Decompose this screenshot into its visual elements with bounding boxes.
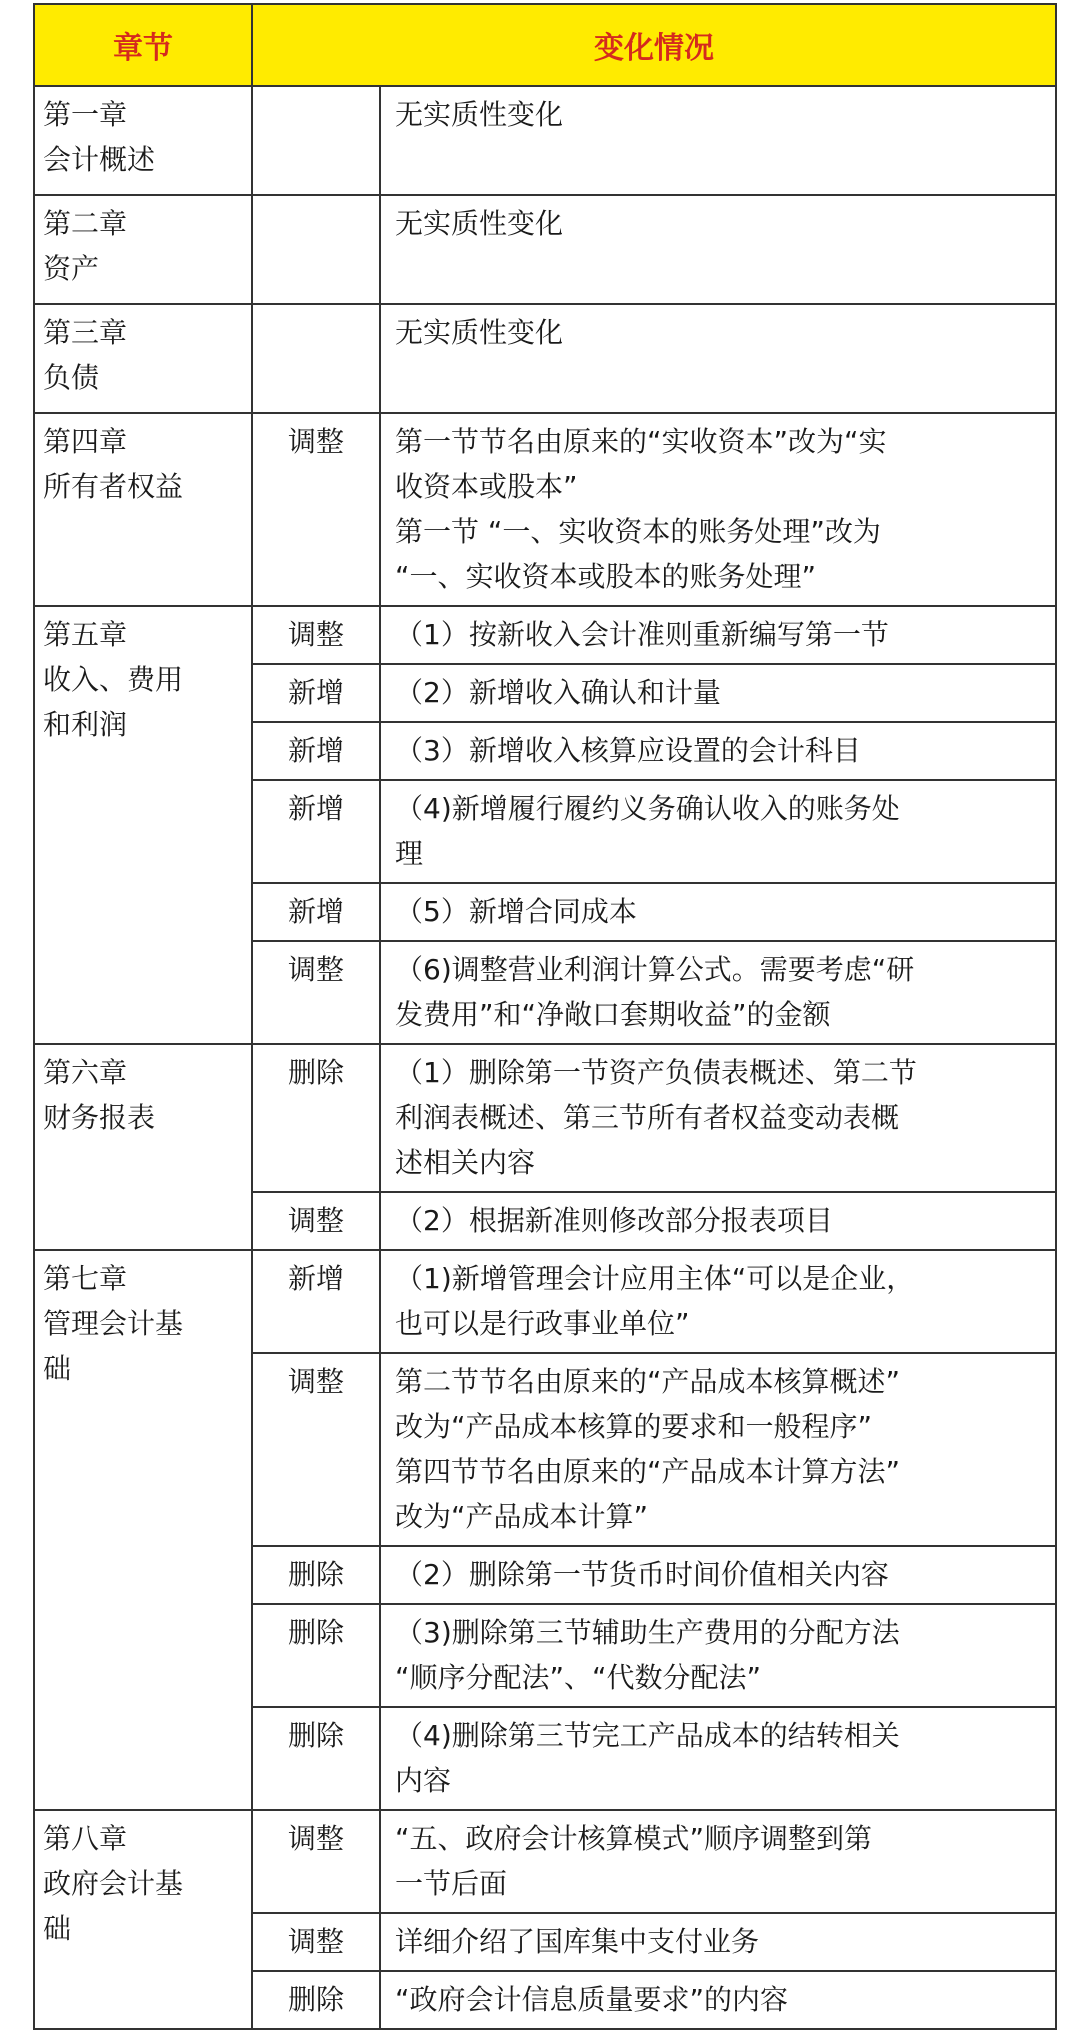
change-line: 理 [395, 837, 424, 870]
table-row [34, 1250, 1056, 1353]
change-description-cell [380, 664, 1056, 722]
chapter-line: 第七章 [43, 1262, 128, 1295]
table-body [34, 86, 1056, 2029]
change-line: （6)调整营业利润计算公式。需要考虑“研 [395, 953, 915, 986]
chapter-line: 础 [43, 1352, 72, 1385]
table-row [34, 1044, 1056, 1192]
change-type-cell: 新增 [252, 664, 380, 722]
change-type-cell: 删除 [252, 1604, 380, 1707]
change-line: 改为“产品成本核算的要求和一般程序” [395, 1410, 873, 1443]
change-line: （1）按新收入会计准则重新编写第一节 [395, 618, 889, 651]
chapter-cell [34, 606, 252, 1044]
change-description-cell [380, 1604, 1056, 1707]
table-row [34, 413, 1056, 606]
change-description-cell [380, 606, 1056, 664]
change-line: （3)删除第三节辅助生产费用的分配方法 [395, 1616, 900, 1649]
chapter-line: 础 [43, 1912, 72, 1945]
change-line: 也可以是行政事业单位” [395, 1307, 690, 1340]
change-line: “顺序分配法”、“代数分配法” [395, 1661, 762, 1694]
chapter-line: 管理会计基 [43, 1307, 184, 1340]
change-type-cell: 新增 [252, 1250, 380, 1353]
chapter-line: 会计概述 [43, 143, 156, 176]
chapter-line: 第六章 [43, 1056, 128, 1089]
chapter-cell [34, 1810, 252, 2029]
change-description-cell [380, 413, 1056, 606]
change-line: 无实质性变化 [395, 316, 564, 349]
change-type-cell: 新增 [252, 883, 380, 941]
change-description-cell [380, 304, 1056, 413]
change-type-cell [252, 86, 380, 195]
change-line: 第二节节名由原来的“产品成本核算概述” [395, 1365, 901, 1398]
change-description-cell [380, 780, 1056, 883]
change-description-cell [380, 941, 1056, 1044]
change-description-cell [380, 883, 1056, 941]
change-type-cell: 新增 [252, 780, 380, 883]
change-description-cell [380, 1192, 1056, 1250]
change-line: 发费用”和“净敞口套期收益”的金额 [395, 998, 831, 1031]
change-line: （1)新增管理会计应用主体“可以是企业， [395, 1262, 915, 1295]
chapter-cell [34, 1250, 252, 1810]
change-type-cell [252, 304, 380, 413]
change-type-cell: 调整 [252, 941, 380, 1044]
chapter-cell [34, 1044, 252, 1250]
chapter-cell [34, 86, 252, 195]
change-line: “一、实收资本或股本的账务处理” [395, 560, 817, 593]
change-line: （2）删除第一节货币时间价值相关内容 [395, 1558, 889, 1591]
change-line: （1）删除第一节资产负债表概述、第二节 [395, 1056, 917, 1089]
change-line: 收资本或股本” [395, 470, 578, 503]
change-type-cell: 调整 [252, 413, 380, 606]
table-row [34, 86, 1056, 195]
chapter-line: 第八章 [43, 1822, 128, 1855]
change-type-cell: 调整 [252, 606, 380, 664]
table-wrapper [33, 3, 1055, 2030]
change-description-cell [380, 1810, 1056, 1913]
change-line: 第一节节名由原来的“实收资本”改为“实 [395, 425, 887, 458]
change-description-cell [380, 1250, 1056, 1353]
chapter-line: 和利润 [43, 708, 128, 741]
chapter-line: 第五章 [43, 618, 128, 651]
change-type-cell: 删除 [252, 1546, 380, 1604]
chapter-line: 负债 [43, 361, 100, 394]
chapter-line: 第三章 [43, 316, 128, 349]
change-description-cell [380, 1353, 1056, 1546]
table-row [34, 195, 1056, 304]
header-chapter: 章节 [34, 4, 252, 86]
chapter-line: 所有者权益 [43, 470, 184, 503]
chapter-line: 第二章 [43, 207, 128, 240]
change-description-cell [380, 195, 1056, 304]
change-line: （3）新增收入核算应设置的会计科目 [395, 734, 861, 767]
change-line: 改为“产品成本计算” [395, 1500, 649, 1533]
chapter-cell [34, 304, 252, 413]
header-change: 变化情况 [252, 4, 1056, 86]
change-description-cell [380, 86, 1056, 195]
change-type-cell: 删除 [252, 1044, 380, 1192]
chapter-line: 政府会计基 [43, 1867, 184, 1900]
chapter-line: 第四章 [43, 425, 128, 458]
change-type-cell: 新增 [252, 722, 380, 780]
change-type-cell [252, 195, 380, 304]
change-description-cell [380, 1913, 1056, 1971]
change-line: 述相关内容 [395, 1146, 536, 1179]
change-line: （4)新增履行履约义务确认收入的账务处 [395, 792, 900, 825]
change-type-cell: 删除 [252, 1971, 380, 2029]
change-type-cell: 删除 [252, 1707, 380, 1810]
change-line: 第四节节名由原来的“产品成本计算方法” [395, 1455, 901, 1488]
change-line: （2）新增收入确认和计量 [395, 676, 721, 709]
chapter-line: 资产 [43, 252, 100, 285]
table-row [34, 1810, 1056, 1913]
table-row [34, 304, 1056, 413]
change-type-cell: 调整 [252, 1913, 380, 1971]
change-line: 利润表概述、第三节所有者权益变动表概 [395, 1101, 900, 1134]
change-line: 内容 [395, 1764, 452, 1797]
change-description-cell [380, 1044, 1056, 1192]
change-line: “政府会计信息质量要求”的内容 [395, 1983, 789, 2016]
change-description-cell [380, 1971, 1056, 2029]
change-type-cell: 调整 [252, 1192, 380, 1250]
table-row [34, 606, 1056, 664]
change-line: （2）根据新准则修改部分报表项目 [395, 1204, 833, 1237]
chapter-line: 收入、费用 [43, 663, 184, 696]
change-line: “五、政府会计核算模式”顺序调整到第 [395, 1822, 873, 1855]
chapter-cell [34, 195, 252, 304]
chapter-cell [34, 413, 252, 606]
chapter-line: 财务报表 [43, 1101, 156, 1134]
change-line: 一节后面 [395, 1867, 508, 1900]
change-line: 无实质性变化 [395, 207, 564, 240]
changes-table [33, 3, 1057, 2030]
change-line: 第一节 “一、实收资本的账务处理”改为 [395, 515, 881, 548]
change-line: 无实质性变化 [395, 98, 564, 131]
change-description-cell [380, 1707, 1056, 1810]
change-line: （4)删除第三节完工产品成本的结转相关 [395, 1719, 900, 1752]
change-description-cell [380, 1546, 1056, 1604]
chapter-line: 第一章 [43, 98, 128, 131]
header-row [34, 4, 1056, 86]
change-description-cell [380, 722, 1056, 780]
change-line: （5）新增合同成本 [395, 895, 637, 928]
change-type-cell: 调整 [252, 1810, 380, 1913]
change-line: 详细介绍了国库集中支付业务 [395, 1925, 760, 1958]
change-type-cell: 调整 [252, 1353, 380, 1546]
